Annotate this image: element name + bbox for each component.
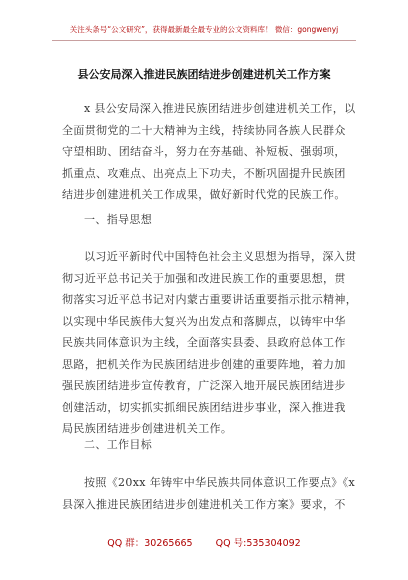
footer-contact: [0, 535, 408, 549]
text-line: 以实现中华民族伟大复兴为出发点和落脚点，以铸牢中华: [62, 314, 346, 328]
qq-number: QQ 号:535304092: [215, 538, 301, 549]
section-heading-text: 一、指导思想: [84, 213, 153, 226]
header-notice: 关注头条号“公文研究”，获得最新最全最专业的公文资料库！ 微信：gongwenyj: [69, 25, 339, 34]
text-line: 思路，把机关作为民族团结进步创建的重要阵地，着力加: [62, 357, 346, 371]
document-title: 县公安局深入推进民族团结进步创建进机关工作方案: [77, 68, 331, 81]
text-line: 抓重点、攻难点、出亮点上下功夫，不断巩固提升民族团: [62, 166, 346, 180]
intro-paragraph: [62, 98, 356, 206]
text-line: 彻落实习近平总书记对内蒙古重要讲话重要指示批示精神，: [62, 293, 358, 306]
work-goals-paragraph: [62, 472, 356, 515]
text-line: 县深入推进民族团结进步创建进机关工作方案》要求，不: [62, 497, 346, 511]
text-line: 按照《20xx 年铸牢中华民族共同体意识工作要点》《x: [84, 476, 356, 489]
text-line: 以习近平新时代中国特色社会主义思想为指导，深入贯: [84, 250, 357, 263]
text-line: 创建活动，切实抓实抓细民族团结进步事业，深入推进我: [62, 400, 346, 414]
text-line: 结进步创建进机关工作成果，做好新时代党的民族工作。: [62, 188, 346, 201]
header-divider: [52, 40, 356, 41]
text-line: 强民族团结进步宣传教育，广泛深入地开展民族团结进步: [62, 379, 346, 392]
text-line: 民族共同体意识为主线，全面落实县委、县政府总体工作: [62, 336, 346, 349]
text-line: 彻习近平总书记关于加强和改进民族工作的重要思想，贯: [62, 271, 346, 285]
text-line: 守望相助、团结奋斗，努力在夯基础、补短板、强弱项，: [62, 145, 346, 158]
section-heading: [62, 209, 350, 231]
section-heading-text: 二、工作目标: [84, 438, 153, 451]
text-line: 局民族团结进步创建进机关工作。: [62, 422, 233, 435]
qq-group: QQ 群：30265665: [107, 538, 193, 549]
text-line: 全面贯彻党的二十大精神为主线，持续协同各族人民群众: [62, 123, 346, 137]
section-heading: [62, 434, 350, 456]
text-line: x 县公安局深入推进民族团结进步创建进机关工作，以: [84, 102, 356, 115]
guiding-ideology-paragraph: [62, 246, 358, 440]
